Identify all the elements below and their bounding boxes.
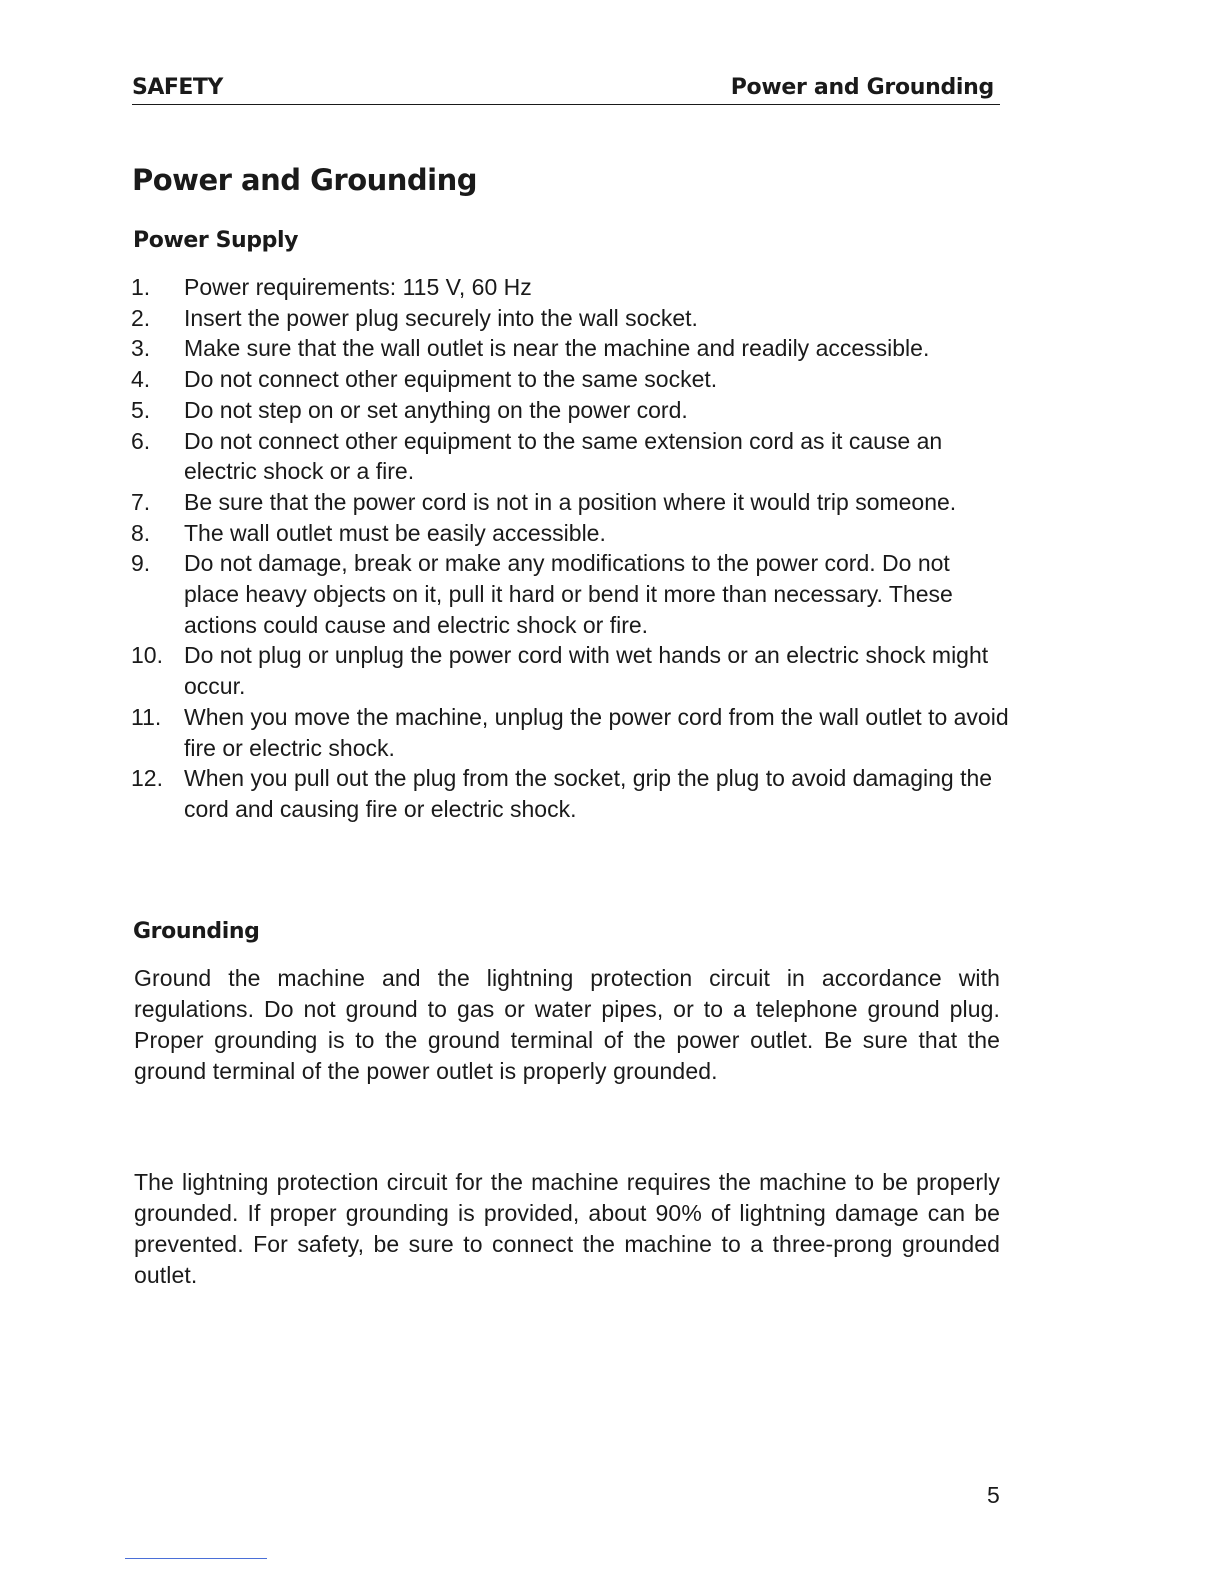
- list-item-number: 9.: [131, 550, 151, 577]
- list-item-number: 1.: [131, 274, 151, 300]
- grounding-paragraph-2: The lightning protection circuit for the machine requires the machine to be properly grounded. If proper grounding is provided, about 90% of lightning damage can be prevented. For safety, be sure to connect the machine to a three-prong grounded outlet.: [134, 1169, 1000, 1288]
- power-supply-heading: Power Supply: [133, 228, 299, 253]
- list-item: [131, 487, 1011, 518]
- list-item-text: Do not connect other equipment to the same socket.: [184, 366, 718, 393]
- list-item: [131, 303, 1011, 334]
- page-number: 5: [987, 1482, 1000, 1508]
- list-item-number: 11.: [131, 703, 162, 730]
- list-item-number: 8.: [131, 519, 151, 546]
- list-item: [131, 426, 1011, 487]
- list-item-text: The wall outlet must be easily accessible.: [184, 519, 606, 546]
- list-item: [131, 272, 1011, 303]
- list-item-text: Do not damage, break or make any modifications to the power cord. Do not place heavy objects on it, pull it hard or bend it more than necessary. These actions could cause and electric shock or fire.: [184, 550, 953, 638]
- list-item: [131, 548, 1011, 640]
- list-item-number: 2.: [131, 304, 151, 331]
- list-item-text: Power requirements: 115 V, 60 Hz: [184, 274, 532, 300]
- list-item-number: 5.: [131, 396, 151, 423]
- list-item-number: 4.: [131, 366, 151, 393]
- list-item-text: Make sure that the wall outlet is near the machine and readily accessible.: [184, 335, 930, 362]
- list-item-text: Insert the power plug securely into the wall socket.: [184, 304, 698, 331]
- footer-rule: [125, 1558, 267, 1559]
- list-item-text: Do not connect other equipment to the same extension cord as it cause an electric shock or a fire.: [184, 427, 943, 485]
- list-item: [131, 640, 1011, 701]
- list-item: [131, 702, 1011, 763]
- list-item: [131, 395, 1011, 426]
- list-item-text: When you pull out the plug from the socket, grip the plug to avoid damaging the cord and causing fire or electric shock.: [184, 765, 993, 822]
- list-item: [131, 518, 1011, 549]
- list-item-number: 3.: [131, 335, 151, 362]
- list-item: [131, 333, 1011, 364]
- header-topic-label: Power and Grounding: [730, 75, 994, 100]
- list-item-number: 10.: [131, 642, 163, 669]
- list-item: [131, 763, 1011, 824]
- list-item-text: When you move the machine, unplug the power cord from the wall outlet to avoid fire or electric shock.: [184, 703, 1009, 761]
- header-section-label: SAFETY: [132, 75, 223, 100]
- list-item-number: 6.: [131, 427, 151, 454]
- list-item-text: Do not plug or unplug the power cord with wet hands or an electric shock might occur.: [184, 642, 989, 700]
- page-header: [132, 70, 1000, 105]
- grounding-paragraph-1: Ground the machine and the lightning protection circuit in accordance with regulations. Do not ground to gas or water pipes, or to a telephone ground plug. Proper grounding is to the ground terminal of the power outlet. Be sure that the ground terminal of the power outlet is properly grounded.: [134, 965, 1000, 1084]
- list-item-number: 7.: [131, 488, 151, 515]
- list-item: [131, 364, 1011, 395]
- page-title: Power and Grounding: [132, 163, 478, 197]
- list-item-number: 12.: [131, 765, 163, 792]
- power-supply-list: [131, 272, 1011, 825]
- list-item-text: Do not step on or set anything on the power cord.: [184, 396, 688, 423]
- list-item-text: Be sure that the power cord is not in a position where it would trip someone.: [184, 488, 957, 515]
- grounding-heading: Grounding: [133, 919, 260, 944]
